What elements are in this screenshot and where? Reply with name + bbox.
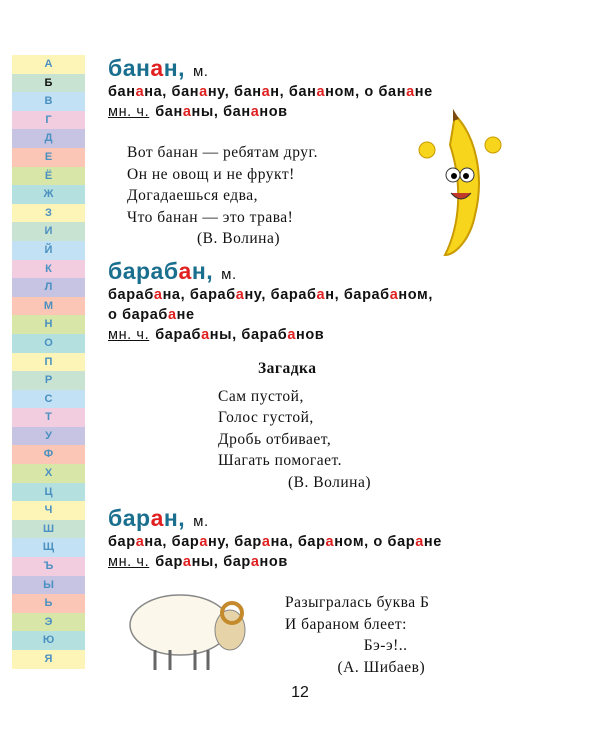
stressed-vowel: а — [150, 55, 164, 81]
plural-label: мн. ч. — [108, 104, 150, 120]
alphabet-letter[interactable]: Ь — [12, 594, 85, 613]
poem-line: И бараном блеет: — [285, 615, 407, 633]
stressed-vowel: а — [250, 554, 260, 570]
alphabet-letter[interactable]: К — [12, 260, 85, 279]
headword: банан, м. — [108, 55, 209, 81]
alphabet-letter[interactable]: Ы — [12, 576, 85, 595]
alphabet-letter[interactable]: Й — [12, 241, 85, 260]
gender-label: м. — [192, 63, 209, 80]
plural-forms: мн. ч. бананы, бананов — [108, 104, 288, 120]
stressed-vowel: а — [199, 534, 208, 550]
poem-baran — [285, 592, 429, 678]
singular-forms: барана, барану, барана, бараном, о баране — [108, 534, 442, 550]
alphabet-letter[interactable]: Ю — [12, 631, 85, 650]
stressed-vowel: а — [261, 534, 271, 550]
alphabet-letter[interactable]: А — [12, 55, 85, 74]
gender-label: м. — [193, 513, 209, 530]
poem-title: Загадка — [258, 360, 317, 377]
plural-label: мн. ч. — [108, 554, 150, 570]
alphabet-letter[interactable]: П — [12, 353, 85, 372]
alphabet-letter[interactable]: Д — [12, 129, 85, 148]
entry-baraban — [108, 258, 433, 345]
singular-forms: о барабане — [108, 307, 195, 323]
alphabet-letter[interactable]: Г — [12, 111, 85, 130]
alphabet-letter[interactable]: Р — [12, 371, 85, 390]
alphabet-letter[interactable]: С — [12, 390, 85, 409]
alphabet-letter[interactable]: Ъ — [12, 557, 85, 576]
poem-author: (В. Волина) — [197, 230, 280, 247]
entry-banan — [108, 55, 433, 122]
poem-riddle — [218, 358, 371, 493]
alphabet-letter[interactable]: Ф — [12, 445, 85, 464]
stressed-vowel: а — [389, 287, 399, 303]
stressed-vowel: а — [153, 287, 163, 303]
stressed-vowel: а — [250, 104, 260, 120]
alphabet-letter[interactable]: Я — [12, 650, 85, 669]
alphabet-letter[interactable]: Щ — [12, 538, 85, 557]
poem-line: Догадаешься едва, — [127, 187, 259, 204]
stressed-vowel: а — [199, 84, 208, 100]
poem-line: Разыгралась буква Б — [285, 594, 430, 611]
alphabet-letter[interactable]: З — [12, 204, 85, 223]
plural-forms: мн. ч. бараны, баранов — [108, 554, 288, 570]
entry-baran — [108, 505, 442, 572]
page-number: 12 — [291, 684, 309, 701]
poem-author: (В. Волина) — [288, 473, 371, 491]
alphabet-letter[interactable]: Ё — [12, 167, 85, 186]
alphabet-letter[interactable]: Э — [12, 613, 85, 632]
alphabet-letter[interactable]: Ц — [12, 483, 85, 502]
stressed-vowel: а — [325, 534, 335, 550]
stressed-vowel: а — [182, 554, 192, 570]
gender-label: м. — [221, 266, 237, 283]
alphabet-letter[interactable]: Т — [12, 408, 85, 427]
poem-banan — [127, 142, 318, 250]
alphabet-letter[interactable]: Е — [12, 148, 85, 167]
poem-line: Что банан — это трава! — [127, 208, 294, 226]
alphabet-letter[interactable]: Б — [12, 74, 85, 93]
headword: баран, м. — [108, 505, 209, 531]
poem-line: Вот банан — ребятам друг. — [127, 144, 318, 161]
alphabet-letter[interactable]: Л — [12, 278, 85, 297]
poem-line: (А. Шибаев) — [285, 658, 426, 676]
stressed-vowel: а — [135, 534, 145, 550]
alphabet-letter[interactable]: В — [12, 92, 85, 111]
stressed-vowel: а — [150, 505, 164, 531]
stressed-vowel: а — [167, 307, 177, 323]
stressed-vowel: а — [178, 258, 192, 284]
stressed-vowel: а — [261, 84, 271, 100]
poem-line: Дробь отбивает, — [218, 430, 332, 448]
alphabet-letter[interactable]: И — [12, 222, 85, 241]
stressed-vowel: а — [182, 104, 192, 120]
alphabet-letter[interactable]: У — [12, 427, 85, 446]
banana-illustration — [415, 105, 505, 265]
poem-line: Сам пустой, — [218, 387, 304, 405]
plural-label: мн. ч. — [108, 327, 150, 343]
sheep-illustration — [120, 585, 260, 675]
stressed-vowel: а — [316, 84, 326, 100]
stressed-vowel: а — [135, 84, 145, 100]
alphabet-index — [12, 55, 85, 669]
headword: барабан, м. — [108, 258, 237, 284]
alphabet-letter[interactable]: Н — [12, 315, 85, 334]
poem-line: Шагать помогает. — [218, 452, 342, 469]
poem-line: Голос густой, — [218, 409, 314, 426]
alphabet-letter[interactable]: О — [12, 334, 85, 353]
alphabet-letter[interactable]: Ч — [12, 501, 85, 520]
stressed-vowel: а — [406, 84, 415, 100]
stressed-vowel: а — [287, 327, 296, 343]
singular-forms: барабана, барабану, барабан, барабаном, — [108, 287, 434, 303]
poem-line: Бэ-э!.. — [285, 637, 408, 654]
singular-forms: банана, банану, банан, бананом, о банане — [108, 84, 433, 100]
plural-forms: мн. ч. барабаны, барабанов — [108, 327, 325, 343]
stressed-vowel: а — [316, 287, 326, 303]
alphabet-letter[interactable]: Ж — [12, 185, 85, 204]
stressed-vowel: а — [415, 534, 424, 550]
poem-line: Он не овощ и не фрукт! — [127, 165, 295, 183]
stressed-vowel: а — [201, 327, 210, 343]
alphabet-letter[interactable]: М — [12, 297, 85, 316]
alphabet-letter[interactable]: Ш — [12, 520, 85, 539]
stressed-vowel: а — [235, 287, 245, 303]
alphabet-letter[interactable]: Х — [12, 464, 85, 483]
